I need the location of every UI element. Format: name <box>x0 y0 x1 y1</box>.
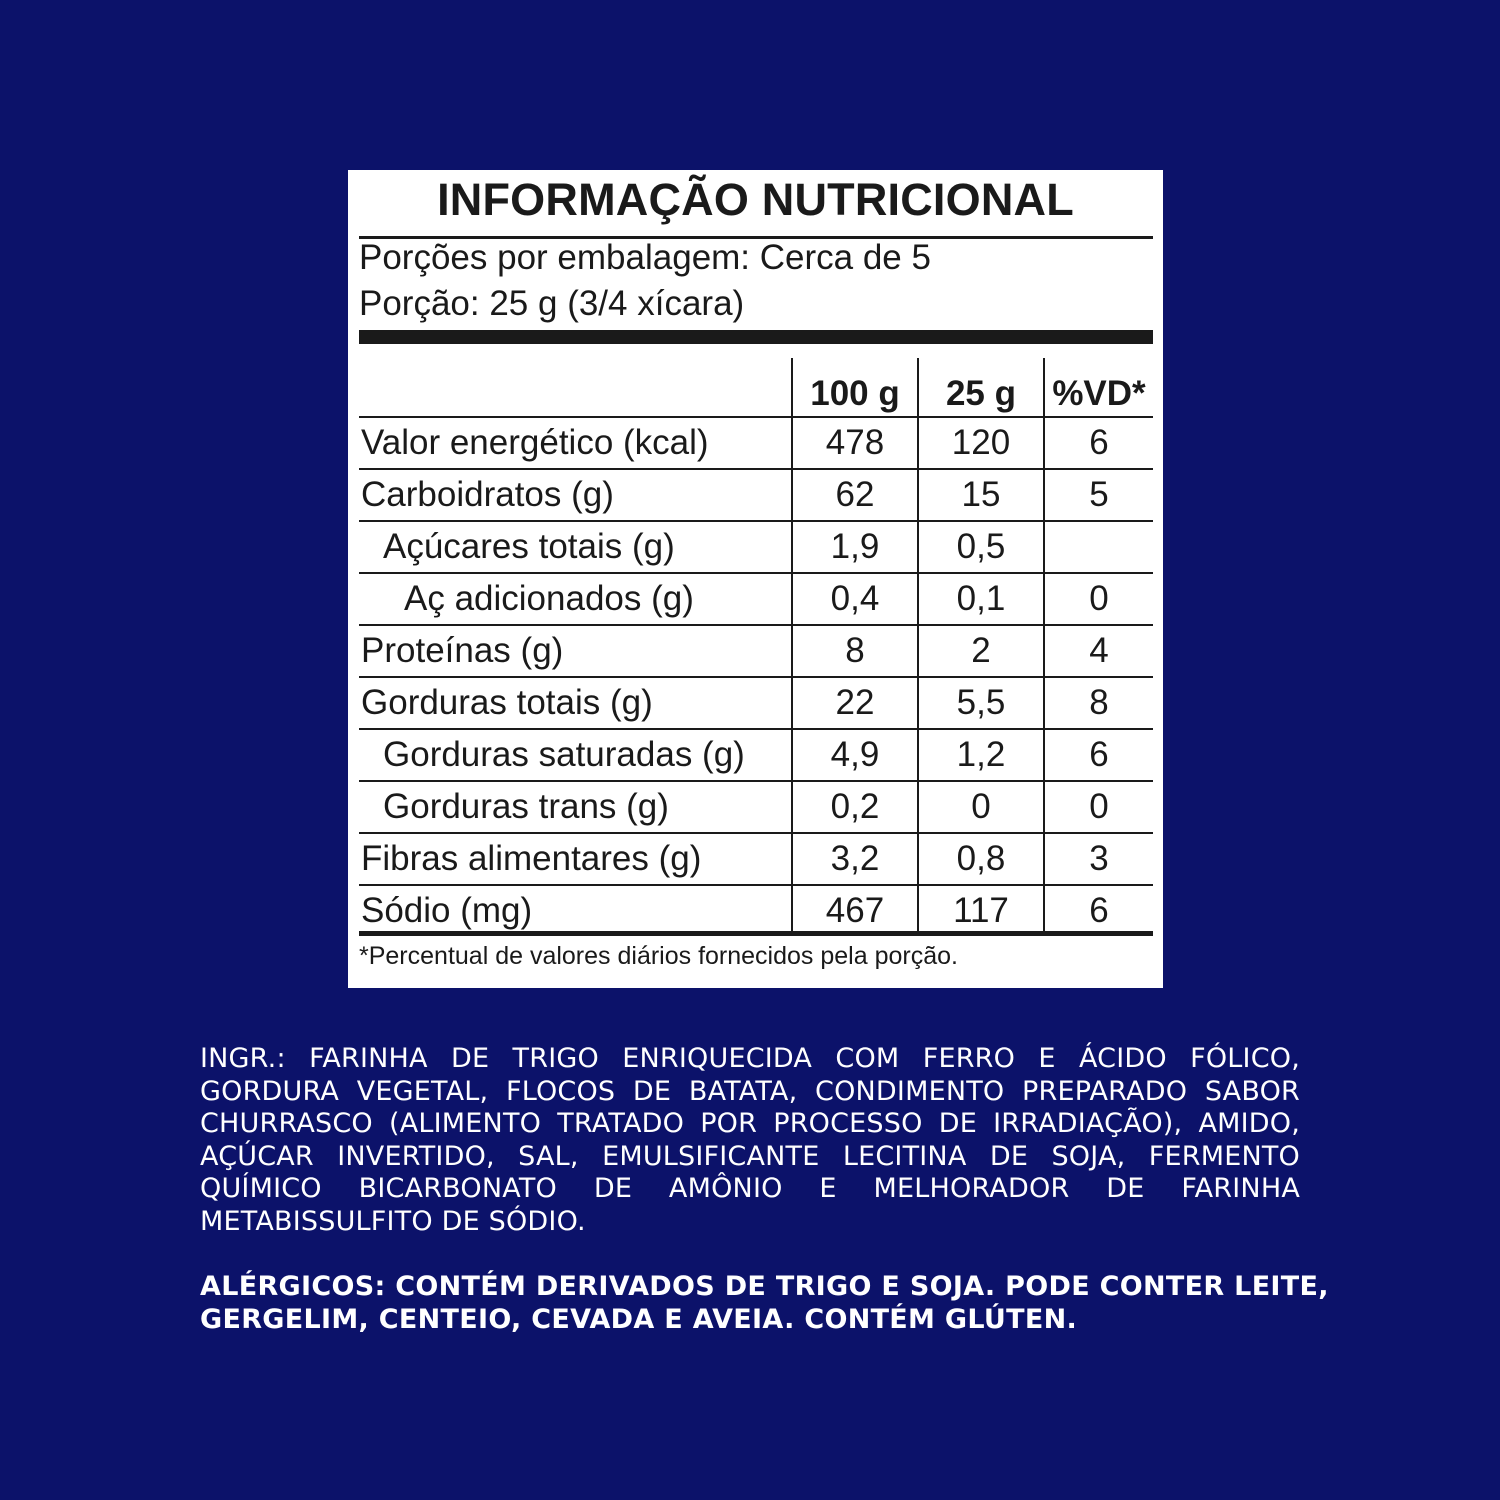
nutrient-name: Gorduras totais (g) <box>359 677 792 729</box>
table-row <box>359 573 1153 625</box>
nutrient-name: Açúcares totais (g) <box>359 521 792 573</box>
value-per-100g: 0,4 <box>792 573 918 625</box>
table-row <box>359 729 1153 781</box>
daily-value-percent: 3 <box>1044 833 1153 885</box>
value-per-100g: 4,9 <box>792 729 918 781</box>
value-per-100g: 467 <box>792 885 918 936</box>
value-per-portion: 0,1 <box>918 573 1044 625</box>
ingredients-line: METABISSULFITO DE SÓDIO. <box>200 1205 586 1237</box>
nutrition-title: INFORMAÇÃO NUTRICIONAL <box>437 174 1074 225</box>
daily-value-percent: 6 <box>1044 729 1153 781</box>
nutrient-name: Valor energético (kcal) <box>361 423 709 462</box>
value-per-100g: 22 <box>792 677 918 729</box>
value-per-portion: 117 <box>918 885 1044 936</box>
daily-value-percent: 6 <box>1044 417 1153 469</box>
thick-divider-rule <box>359 330 1153 344</box>
column-header-nutrient <box>359 358 792 417</box>
value-per-portion: 15 <box>918 469 1044 521</box>
value-per-portion: 1,2 <box>918 729 1044 781</box>
servings-per-package: Porções por embalagem: Cerca de 5 <box>359 238 931 277</box>
nutrient-name: Fibras alimentares (g) <box>359 833 792 885</box>
daily-value-percent: 0 <box>1044 573 1153 625</box>
ingredients-line: QUÍMICO BICARBONATO DE AMÔNIO E MELHORADOR DE FARINHA <box>200 1173 1300 1204</box>
value-per-portion: 0,5 <box>918 521 1044 573</box>
nutrient-name: Proteínas (g) <box>359 625 792 677</box>
ingredients-line: GORDURA VEGETAL, FLOCOS DE BATATA, CONDIMENTO PREPARADO SABOR <box>200 1075 1300 1107</box>
daily-value-percent: 0 <box>1044 781 1153 833</box>
table-row <box>359 677 1153 729</box>
nutrient-name: Gorduras saturadas (g) <box>359 729 792 781</box>
allergens-warning <box>200 1270 1329 1336</box>
value-per-100g: 478 <box>792 417 918 469</box>
nutrient-name: Aç adicionados (g) <box>359 573 792 625</box>
table-row <box>359 417 1153 469</box>
column-header-daily-value: %VD* <box>1044 358 1153 417</box>
value-per-100g: 3,2 <box>792 833 918 885</box>
daily-value-footnote: *Percentual de valores diários fornecidos pela porção. <box>359 942 958 970</box>
nutrition-table <box>359 358 1153 936</box>
table-row <box>359 781 1153 833</box>
table-header-row <box>359 358 1153 417</box>
ingredients-line: INGR.: FARINHA DE TRIGO ENRIQUECIDA COM FERRO E ÁCIDO FÓLICO, <box>200 1043 1300 1074</box>
portion-size: Porção: 25 g (3/4 xícara) <box>359 284 745 323</box>
nutrient-name: Sódio (mg) <box>359 885 792 936</box>
ingredients-line: AÇÚCAR INVERTIDO, SAL, EMULSIFICANTE LECITINA DE SOJA, FERMENTO <box>200 1140 1300 1172</box>
daily-value-percent: 6 <box>1044 885 1153 936</box>
daily-value-percent: 5 <box>1044 469 1153 521</box>
value-per-100g: 62 <box>792 469 918 521</box>
allergens-line: ALÉRGICOS: CONTÉM DERIVADOS DE TRIGO E SOJA. PODE CONTER LEITE, <box>200 1271 1329 1302</box>
value-per-100g: 0,2 <box>792 781 918 833</box>
column-header-portion: 25 g <box>918 358 1044 417</box>
column-header-100g: 100 g <box>792 358 918 417</box>
value-per-portion: 120 <box>918 417 1044 469</box>
table-row <box>359 885 1153 936</box>
daily-value-percent <box>1044 521 1153 573</box>
table-row <box>359 469 1153 521</box>
allergens-line: GERGELIM, CENTEIO, CEVADA E AVEIA. CONTÉM GLÚTEN. <box>200 1304 1078 1335</box>
nutrient-name: Gorduras trans (g) <box>359 781 792 833</box>
value-per-portion: 5,5 <box>918 677 1044 729</box>
value-per-portion: 2 <box>918 625 1044 677</box>
table-row <box>359 833 1153 885</box>
nutrition-facts-panel <box>348 170 1163 988</box>
nutrient-name: Carboidratos (g) <box>359 469 792 521</box>
daily-value-percent: 8 <box>1044 677 1153 729</box>
daily-value-percent: 4 <box>1044 625 1153 677</box>
value-per-100g: 8 <box>792 625 918 677</box>
table-row <box>359 521 1153 573</box>
value-per-portion: 0,8 <box>918 833 1044 885</box>
value-per-portion: 0 <box>918 781 1044 833</box>
ingredients-text <box>200 1043 1300 1238</box>
bottom-divider-rule <box>359 931 1153 936</box>
table-row <box>359 625 1153 677</box>
value-per-100g: 1,9 <box>792 521 918 573</box>
ingredients-line: CHURRASCO (ALIMENTO TRATADO POR PROCESSO DE IRRADIAÇÃO), AMIDO, <box>200 1108 1300 1139</box>
